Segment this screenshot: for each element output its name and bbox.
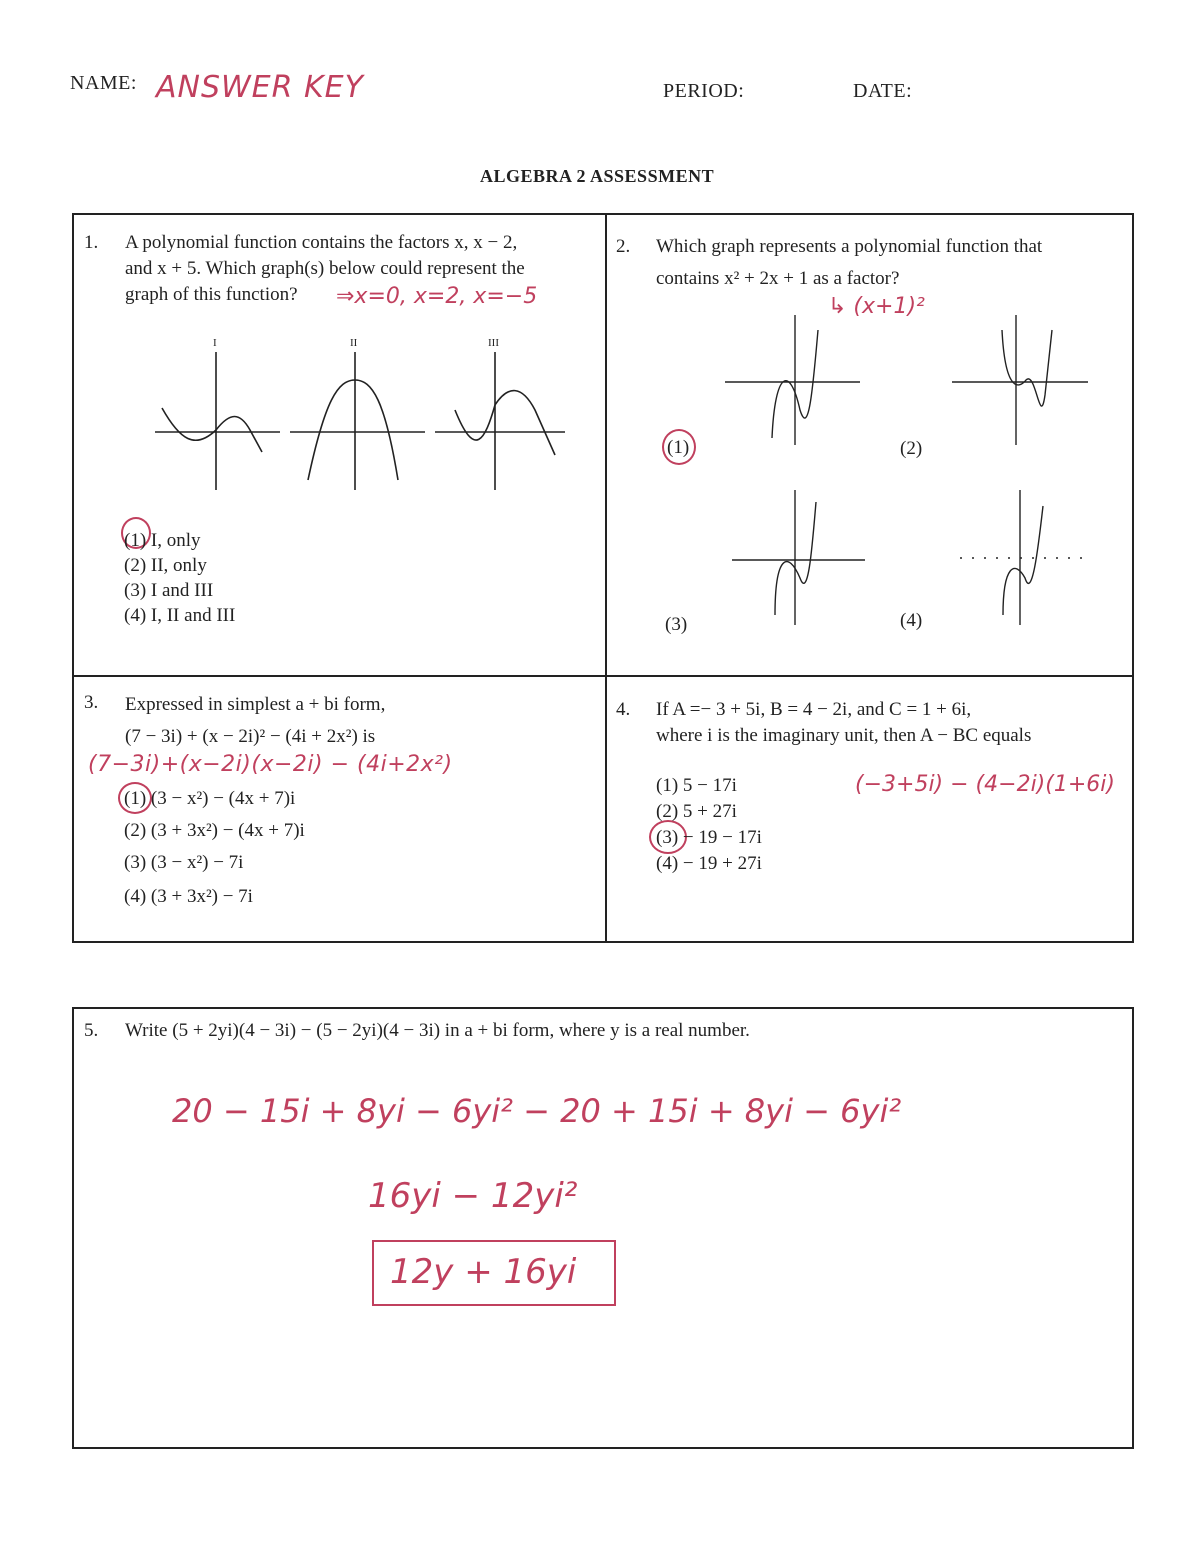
q4-text-line-2: where i is the imaginary unit, then A − BC equals — [656, 725, 1032, 746]
q4-text-line-1: If A =− 3 + 5i, B = 4 − 2i, and C = 1 + 6i, — [656, 699, 972, 720]
name-value: ANSWER KEY — [156, 70, 364, 105]
q4-annotation: (−3+5i) − (4−2i)(1+6i) — [855, 772, 1115, 797]
q4-choice-1: (1) 5 − 17i — [656, 775, 737, 796]
q2-choice-2: (2) — [900, 438, 923, 459]
q3-annotation: (7−3i)+(x−2i)(x−2i) − (4i+2x²) — [88, 752, 453, 777]
q2-choice-3: (3) — [665, 614, 688, 635]
q3-number: 3. — [84, 692, 99, 713]
q3-text-line-1: Expressed in simplest a + bi form, — [125, 694, 386, 715]
q1-graph-1-curve — [162, 408, 262, 452]
q1-graph-3-label: III — [488, 337, 499, 349]
q3-text-line-2: (7 − 3i) + (x − 2i)² − (4i + 2x²) is — [125, 726, 376, 747]
page-title: ALGEBRA 2 ASSESSMENT — [480, 166, 715, 186]
q5-final-answer: 12y + 16yi — [390, 1252, 577, 1292]
q1-choice-4: (4) I, II and III — [124, 605, 236, 626]
q1-graph-3-curve — [455, 391, 555, 455]
q5-work-line-1: 20 − 15i + 8yi − 6yi² − 20 + 15i + 8yi − 6yi² — [172, 1092, 902, 1130]
q2-choice-1: (1) — [667, 437, 690, 458]
q2-text-line-1: Which graph represents a polynomial function that — [656, 236, 1043, 257]
q5-number: 5. — [84, 1020, 99, 1041]
q2-graphs — [720, 310, 1120, 640]
date-label: DATE: — [853, 80, 913, 102]
q2-annotation: ↳ (x+1)² — [828, 294, 925, 319]
q2-graph-4-curve — [1003, 506, 1043, 615]
q3-choice-2: (2) (3 + 3x²) − (4x + 7)i — [124, 820, 305, 841]
q4-choice-3: (3) − 19 − 17i — [656, 827, 762, 848]
q1-choice-3: (3) I and III — [124, 580, 214, 601]
q5-work-line-2: 16yi − 12yi² — [368, 1176, 578, 1216]
q1-number: 1. — [84, 232, 99, 253]
grid-vertical-divider — [605, 213, 607, 943]
q4-choice-4: (4) − 19 + 27i — [656, 853, 762, 874]
q2-number: 2. — [616, 236, 631, 257]
q1-text-line-1: A polynomial function contains the factors x, x − 2, — [125, 232, 518, 253]
q3-choice-1: (1) (3 − x²) − (4x + 7)i — [124, 788, 296, 809]
q3-choice-3: (3) (3 − x²) − 7i — [124, 852, 244, 873]
q1-choice-2: (2) II, only — [124, 555, 207, 576]
q4-choice-2: (2) 5 + 27i — [656, 801, 737, 822]
question-5-box — [72, 1007, 1134, 1449]
q4-number: 4. — [616, 699, 631, 720]
q1-text-line-2: and x + 5. Which graph(s) below could represent the — [125, 258, 525, 279]
q1-annotation: ⇒x=0, x=2, x=−5 — [336, 284, 538, 309]
q1-graph-2-label: II — [350, 337, 358, 349]
name-label: NAME: — [70, 72, 137, 94]
q3-choice-4: (4) (3 + 3x²) − 7i — [124, 886, 253, 907]
q5-text-line-1: Write (5 + 2yi)(4 − 3i) − (5 − 2yi)(4 − 3i) in a + bi form, where y is a real number. — [125, 1020, 750, 1041]
q2-graph-2-curve — [1002, 330, 1052, 406]
q2-text-line-2: contains x² + 2x + 1 as a factor? — [656, 268, 900, 289]
q1-graph-1-label: I — [213, 337, 217, 349]
q1-text-line-3: graph of this function? — [125, 284, 298, 305]
q1-graphs — [150, 330, 580, 500]
period-label: PERIOD: — [663, 80, 745, 102]
q1-graph-2-curve — [308, 380, 398, 480]
grid-horizontal-divider — [72, 675, 1134, 677]
q2-choice-4: (4) — [900, 610, 923, 631]
q1-choice-1: (1) I, only — [124, 530, 201, 551]
